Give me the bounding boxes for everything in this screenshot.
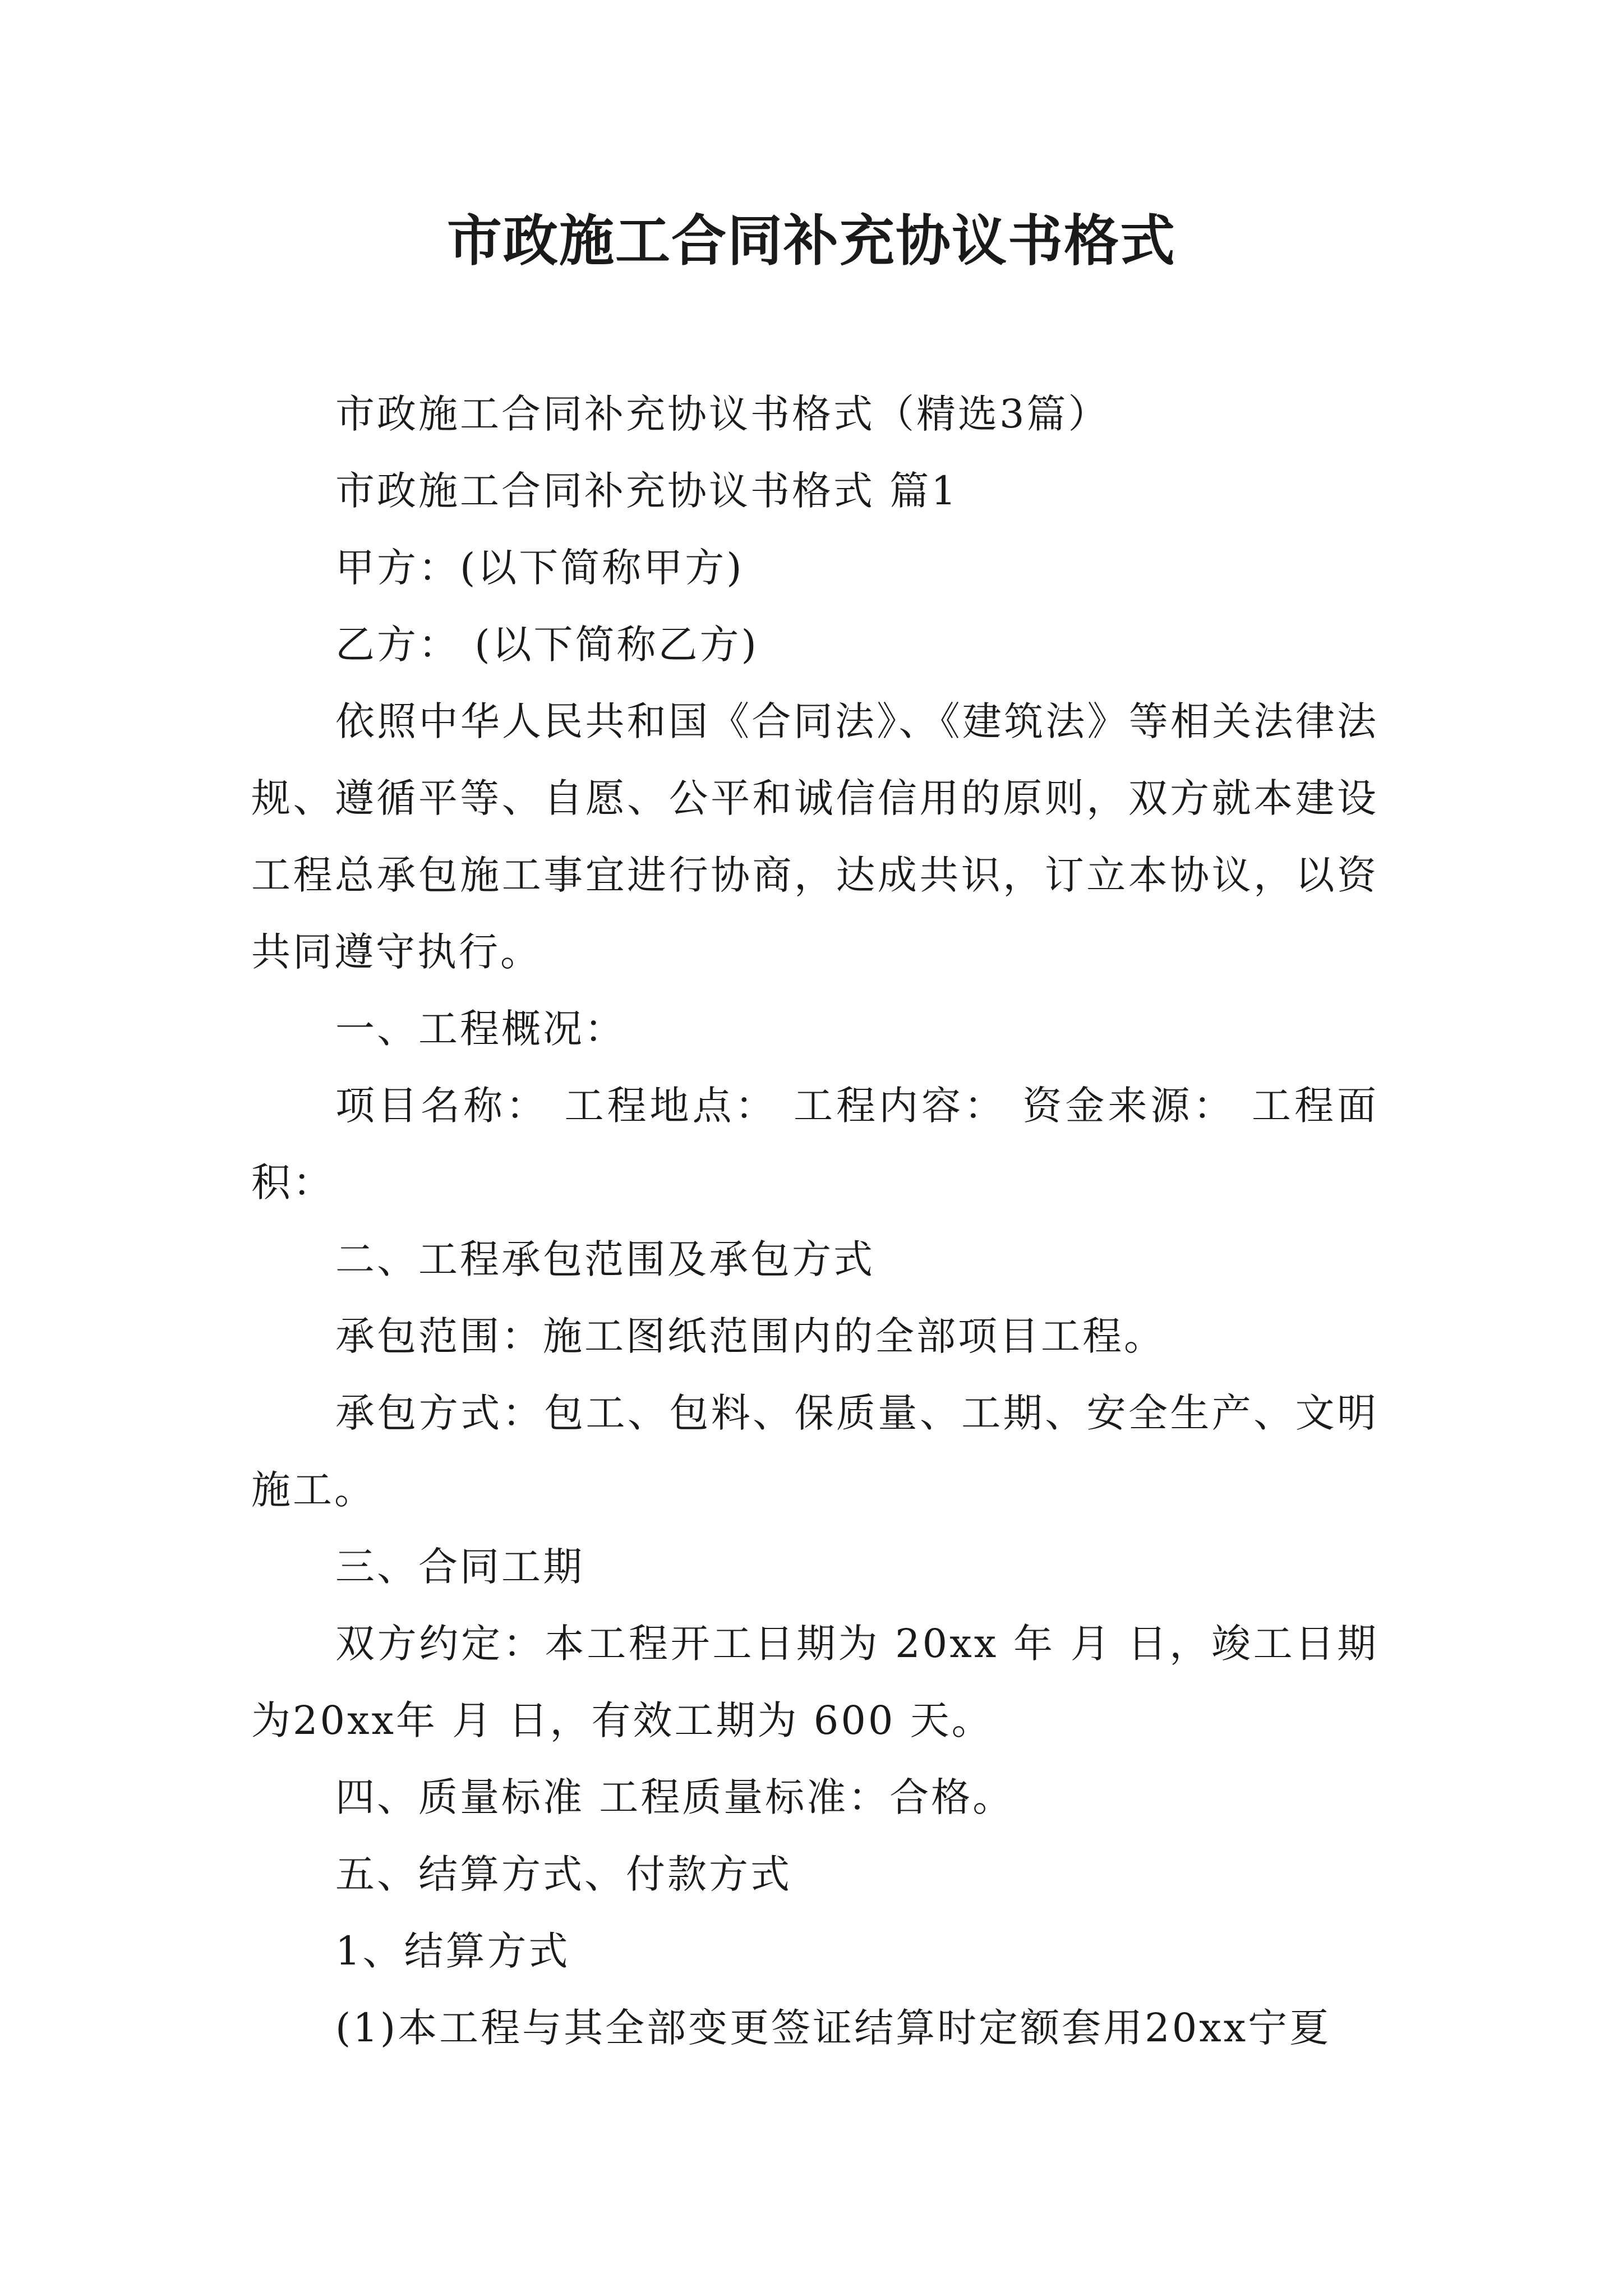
paragraph-period: 双方约定：本工程开工日期为 20xx 年 月 日，竣工日期为20xx年 月 日，有效工期为 600 天。 (251, 1621, 1378, 1743)
paragraph-heading-overview: 一、工程概况： (335, 1006, 626, 1052)
paragraph-heading-period: 三、合同工期 (335, 1544, 584, 1590)
paragraph-quality: 四、质量标准 工程质量标准：合格。 (335, 1774, 1015, 1820)
paragraph-settlement-method: 1、结算方式 (335, 1928, 570, 1974)
paragraph-party-b: 乙方： (以下简称乙方) (335, 622, 759, 668)
document-title: 市政施工合同补充协议书格式 (446, 209, 1176, 273)
paragraph-party-a: 甲方：(以下简称甲方) (335, 545, 744, 591)
paragraph-subtitle: 市政施工合同补充协议书格式（精选3篇） (335, 391, 1110, 437)
paragraph-scope: 承包范围：施工图纸范围内的全部项目工程。 (335, 1313, 1165, 1359)
document-body (251, 376, 1378, 2067)
paragraph-preamble: 依照中华人民共和国《合同法》、《建筑法》等相关法律法规、遵循平等、自愿、公平和诚信信用的原则，双方就本建设工程总承包施工事宜进行协商，达成共识，订立本协议，以资共同遵守执行。 (251, 698, 1378, 975)
paragraph-heading-scope: 二、工程承包范围及承包方式 (335, 1236, 875, 1282)
paragraph-contract-method: 承包方式：包工、包料、保质量、工期、安全生产、文明施工。 (251, 1390, 1378, 1513)
paragraph-section-heading: 市政施工合同补充协议书格式 篇1 (335, 468, 958, 514)
paragraph-heading-settlement: 五、结算方式、付款方式 (335, 1851, 792, 1897)
paragraph-settlement-item-1: (1)本工程与其全部变更签证结算时定额套用20xx宁夏 (335, 2005, 1331, 2051)
paragraph-project-info: 项目名称： 工程地点： 工程内容： 资金来源： 工程面积： (251, 1083, 1378, 1205)
